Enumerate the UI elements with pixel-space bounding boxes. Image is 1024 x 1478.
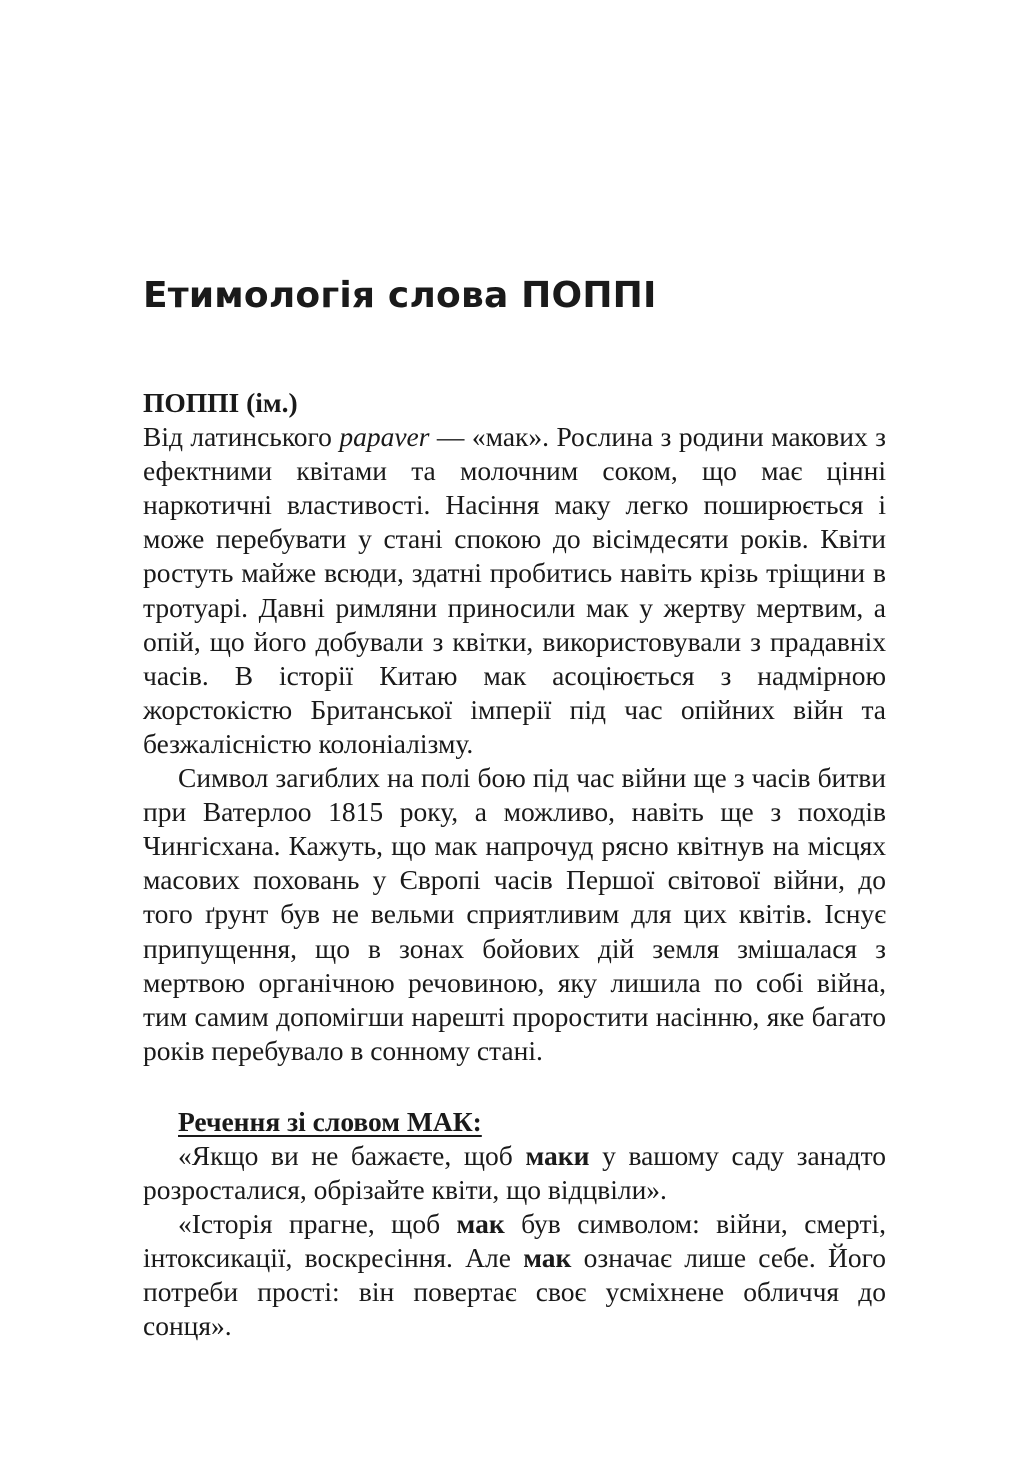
example-sentences bbox=[143, 1105, 886, 1344]
examples-heading: Речення зі словом МАК: bbox=[178, 1105, 482, 1137]
example-sentence-2 bbox=[143, 1207, 886, 1343]
paragraph-1-prefix: Від латинського bbox=[143, 421, 340, 453]
example-2-keyword-2: мак bbox=[523, 1242, 572, 1274]
example-1-part-2: у вашому саду занадто розросталися, обрізайте квіти, що відцвіли». bbox=[143, 1139, 886, 1206]
example-1-part-1: «Якщо ви не бажаєте, щоб bbox=[178, 1139, 526, 1171]
example-2-part-1: «Історія прагне, щоб bbox=[178, 1208, 457, 1240]
entry-paragraph-2: Символ загиблих на полі бою під час війни ще з часів битви при Ватерлоо 1815 року, а можливо, навіть ще з походів Чингісхана. Кажуть, що мак напрочуд рясно квітнув на місцях масових поховань у Європі часів Першої світової війни, до того ґрунт був не вельми сприятливим для цих квітів. Існує припущення, що в зонах бойових дій земля змішалася з мертвою органічною речовиною, яку лишила по собі війна, тим самим допомігши нарешті проростити насінню, яке багато років перебувало в сонному стані. bbox=[143, 762, 886, 1066]
example-2-part-2: був символом: війни, смерті, інтоксикації, воскресіння. Але bbox=[143, 1208, 886, 1274]
example-2-part-3: означає лише себе. Його потреби прості: він повертає своє усміхнене обличчя до сонця». bbox=[143, 1242, 886, 1342]
example-2-keyword-1: мак bbox=[456, 1208, 505, 1240]
example-1-keyword: маки bbox=[525, 1139, 590, 1171]
dictionary-entry bbox=[143, 386, 886, 1344]
book-page bbox=[143, 0, 886, 1478]
example-sentence-1 bbox=[143, 1139, 886, 1207]
entry-headword: ПОППІ (ім.) bbox=[143, 387, 298, 418]
latin-word: papaver bbox=[339, 421, 430, 453]
paragraph-1-text: — «мак». Рослина з родини макових з ефектними квітами та молочним соком, що має цінні наркотичні властивості. Насіння маку легко поширюється і може перебувати у стані спокою до вісімдесяти років. Квіти ростуть майже всюди, здатні пробитись навіть крізь тріщини в тротуарі. Давні римляни приносили мак у жертву мертвим, а опій, що його добували з квітки, використовували з прадавніх часів. В історії Китаю мак асоціюється з надмірною жорстокістю Британської імперії під час опійних війн та безжалісністю колоніалізму. bbox=[143, 421, 886, 759]
page-title: Етимологія слова ПОППІ bbox=[143, 275, 657, 316]
entry-paragraph-1 bbox=[143, 420, 886, 761]
